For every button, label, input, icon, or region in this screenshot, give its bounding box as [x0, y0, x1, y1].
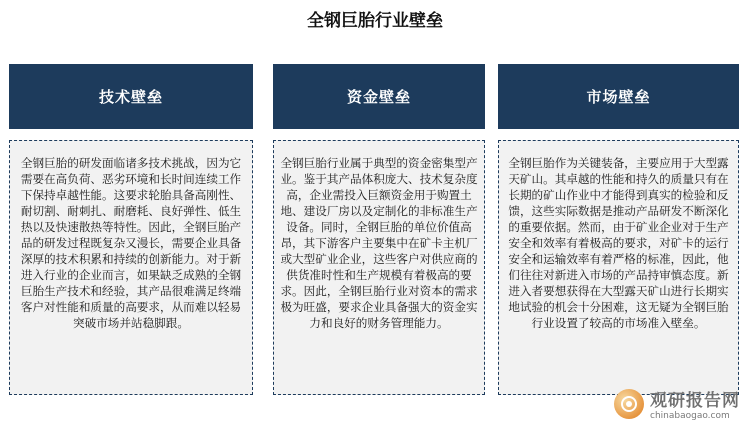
watermark-url: chinabaogao.com [650, 411, 730, 421]
watermark-logo-icon [614, 389, 644, 419]
header-market-barrier: 市场壁垒 [498, 64, 739, 129]
header-capital-barrier: 资金壁垒 [273, 64, 485, 129]
watermark-name: 观研报告网 [650, 391, 740, 411]
header-technology-barrier: 技术壁垒 [9, 64, 253, 129]
diagram-title: 全钢巨胎行业壁垒 [307, 11, 443, 31]
body-text-technology: 全钢巨胎的研发面临诸多技术挑战，因为它需要在高负荷、恶劣环境和长时间连续工作下保持卓越性能。这要求轮胎具备高刚性、耐切割、耐刺扎、耐磨耗、良好弹性、低生热以及快速散热等特性。因此，全钢巨胎产品的研发过程既复杂又漫长，需要企业具备深厚的技术积累和持续的创新能力。对于新进入行业的企业而言，如果缺乏成熟的全钢巨胎生产技术和经验，其产品很难满足终端客户对性能和质量的高要求，从而难以轻易突破市场并站稳脚跟。 [20, 156, 242, 330]
body-text-capital: 全钢巨胎行业属于典型的资金密集型产业。鉴于其产品体积庞大、技术复杂度高，企业需投入巨额资金用于购置土地、建设厂房以及定制化的非标准生产设备。同时，全钢巨胎的单位价值高昂，其下游客户主要集中在矿卡主机厂或大型矿业企业，这些客户对供应商的供货准时性和生产规模有着极高的要求。因此，全钢巨胎行业对资本的需求极为旺盛，要求企业具备强大的资金实力和良好的财务管理能力。 [280, 156, 478, 330]
body-technology-barrier [9, 140, 253, 395]
watermark [614, 386, 740, 421]
body-capital-barrier [273, 140, 485, 395]
body-market-barrier [498, 140, 739, 395]
body-text-market: 全钢巨胎作为关键装备，主要应用于大型露天矿山。其卓越的性能和持久的质量只有在长期的矿山作业中才能得到真实的检验和反馈，这些实际数据是推动产品研发不断深化的重要依据。然而，由于矿业企业对于生产安全和效率有着极高的要求，对矿卡的运行安全和运输效率有着严格的标准，因此，他们往往对新进入市场的产品持审慎态度。新进入者要想获得在大型露天矿山进行长期实地试验的机会十分困难，这无疑为全钢巨胎行业设置了较高的市场准入壁垒。 [508, 156, 729, 330]
